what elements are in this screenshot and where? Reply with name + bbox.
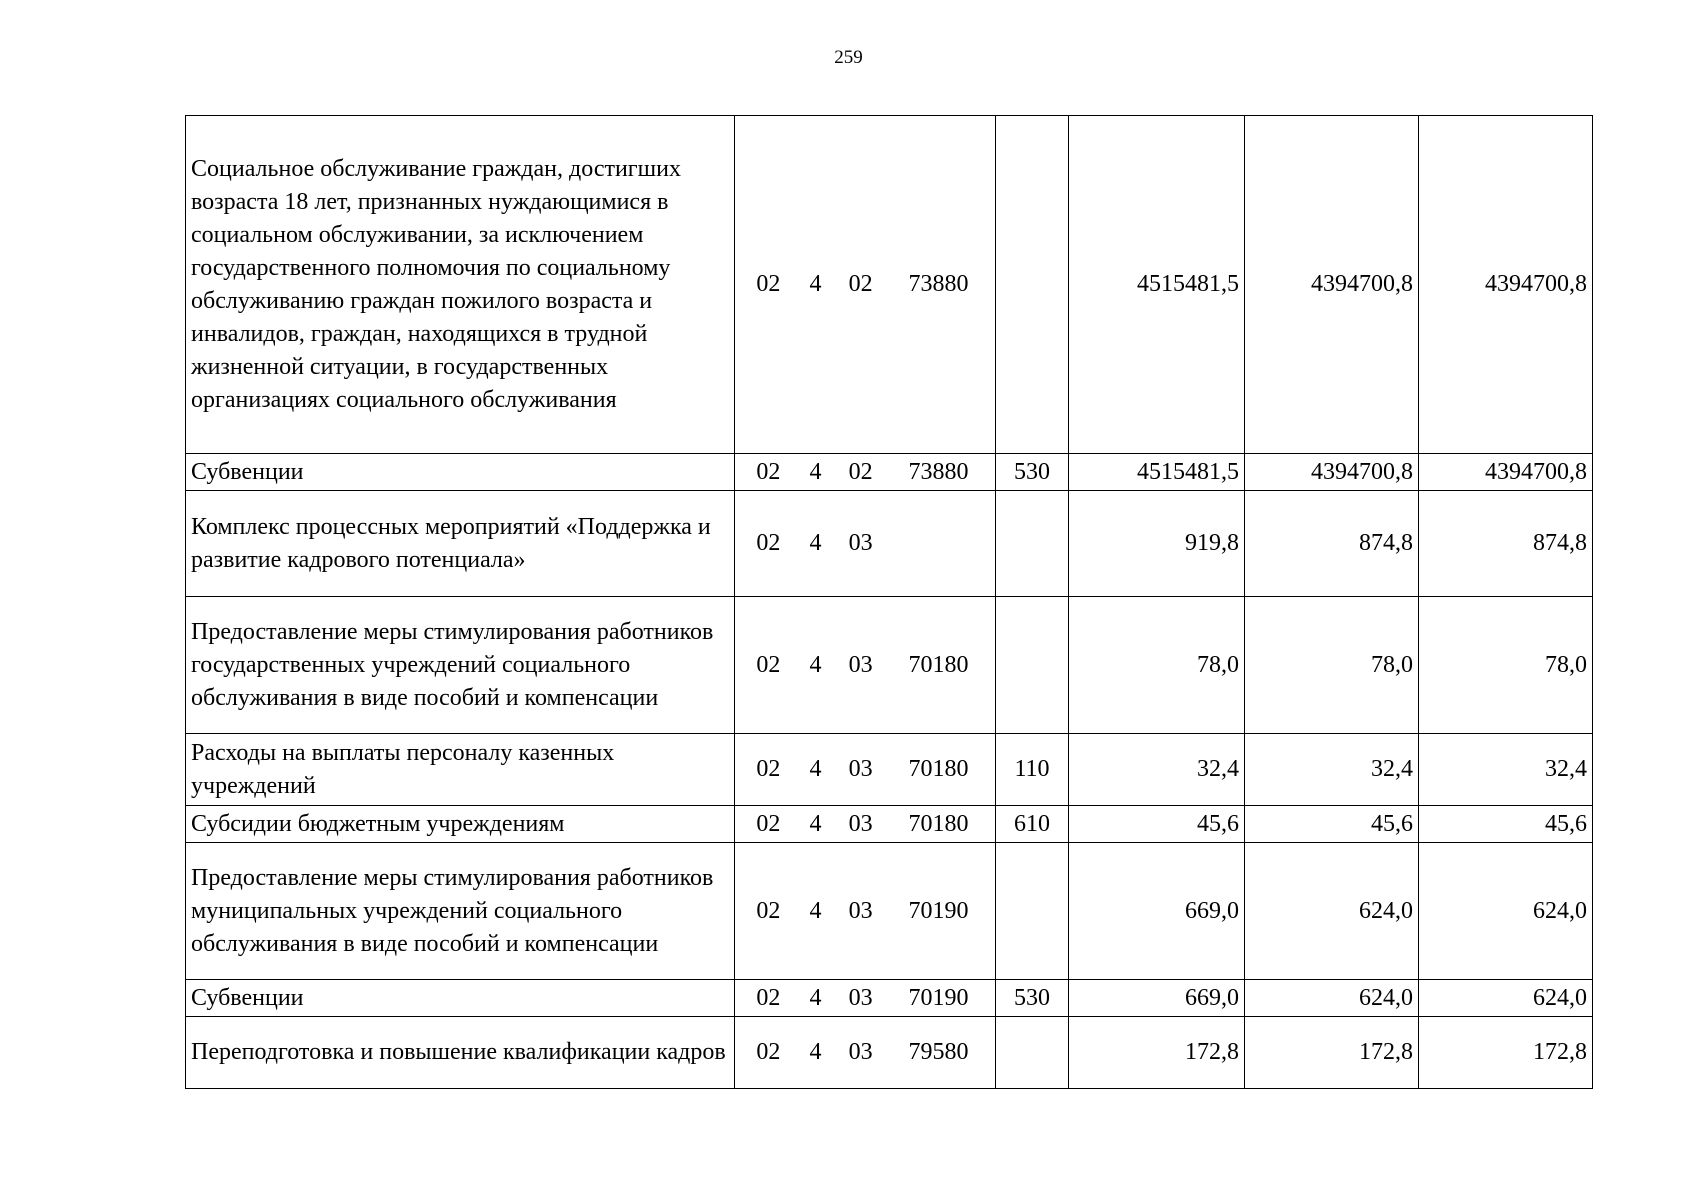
program-code: 02 xyxy=(756,530,781,556)
subprogram-code: 4 xyxy=(809,810,822,837)
direction-code: 70190 xyxy=(908,897,969,924)
amount-year-2: 32,4 xyxy=(1245,734,1419,806)
subprogram-code: 4 xyxy=(809,530,822,556)
table-row xyxy=(186,454,1593,491)
subprogram-code: 4 xyxy=(809,1039,822,1065)
amount-year-3: 172,8 xyxy=(1419,1017,1593,1089)
program-code: 02 xyxy=(756,458,781,485)
amount-year-1: 172,8 xyxy=(1069,1017,1245,1089)
amount-year-2: 874,8 xyxy=(1245,491,1419,597)
row-code-cell xyxy=(735,1017,996,1089)
budget-table xyxy=(185,115,1593,1089)
amount-year-1: 669,0 xyxy=(1069,843,1245,980)
program-code: 02 xyxy=(756,1039,781,1065)
table-row xyxy=(186,116,1593,454)
amount-year-2: 78,0 xyxy=(1245,597,1419,734)
structural-element-code: 03 xyxy=(848,530,873,556)
direction-code: 73880 xyxy=(908,271,969,297)
direction-code: 79580 xyxy=(908,1039,969,1065)
row-name-cell: Предоставление меры стимулирования работников государственных учреждений социального обслуживания в виде пособий и компенсации xyxy=(186,597,735,734)
row-code-cell xyxy=(735,980,996,1017)
row-name-cell: Предоставление меры стимулирования работников муниципальных учреждений социального обслуживания в виде пособий и компенсации xyxy=(186,843,735,980)
table-row xyxy=(186,806,1593,843)
row-name-cell: Переподготовка и повышение квалификации кадров xyxy=(186,1017,735,1089)
table-row xyxy=(186,980,1593,1017)
table-row xyxy=(186,1017,1593,1089)
expense-type-code: 110 xyxy=(996,734,1069,806)
structural-element-code: 03 xyxy=(848,897,873,924)
amount-year-3: 4394700,8 xyxy=(1419,116,1593,454)
row-code-cell xyxy=(735,597,996,734)
program-code: 02 xyxy=(756,810,781,837)
row-code-cell xyxy=(735,734,996,806)
row-name-cell: Комплекс процессных мероприятий «Поддержка и развитие кадрового потенциала» xyxy=(186,491,735,597)
subprogram-code: 4 xyxy=(809,458,822,485)
expense-type-code: 610 xyxy=(996,806,1069,843)
row-name-cell: Субвенции xyxy=(186,980,735,1017)
amount-year-1: 32,4 xyxy=(1069,734,1245,806)
amount-year-2: 45,6 xyxy=(1245,806,1419,843)
table-row xyxy=(186,597,1593,734)
structural-element-code: 02 xyxy=(848,458,873,485)
row-code-cell xyxy=(735,843,996,980)
structural-element-code: 03 xyxy=(848,1039,873,1065)
table-row xyxy=(186,734,1593,806)
amount-year-3: 78,0 xyxy=(1419,597,1593,734)
amount-year-2: 4394700,8 xyxy=(1245,116,1419,454)
amount-year-1: 669,0 xyxy=(1069,980,1245,1017)
subprogram-code: 4 xyxy=(809,984,822,1011)
direction-code: 70190 xyxy=(908,984,969,1011)
amount-year-3: 624,0 xyxy=(1419,980,1593,1017)
amount-year-1: 919,8 xyxy=(1069,491,1245,597)
amount-year-1: 4515481,5 xyxy=(1069,116,1245,454)
expense-type-code xyxy=(996,843,1069,980)
expense-type-code xyxy=(996,116,1069,454)
amount-year-1: 45,6 xyxy=(1069,806,1245,843)
row-code-cell xyxy=(735,454,996,491)
table-row xyxy=(186,491,1593,597)
expense-type-code: 530 xyxy=(996,454,1069,491)
amount-year-3: 624,0 xyxy=(1419,843,1593,980)
amount-year-2: 624,0 xyxy=(1245,980,1419,1017)
table-row xyxy=(186,843,1593,980)
direction-code: 73880 xyxy=(908,458,969,485)
direction-code: 70180 xyxy=(908,810,969,837)
subprogram-code: 4 xyxy=(809,271,822,297)
row-name-cell: Субсидии бюджетным учреждениям xyxy=(186,806,735,843)
structural-element-code: 03 xyxy=(848,984,873,1011)
expense-type-code xyxy=(996,1017,1069,1089)
structural-element-code: 02 xyxy=(848,271,873,297)
amount-year-2: 172,8 xyxy=(1245,1017,1419,1089)
program-code: 02 xyxy=(756,897,781,924)
program-code: 02 xyxy=(756,651,781,678)
subprogram-code: 4 xyxy=(809,756,822,782)
amount-year-2: 4394700,8 xyxy=(1245,454,1419,491)
program-code: 02 xyxy=(756,271,781,297)
amount-year-2: 624,0 xyxy=(1245,843,1419,980)
amount-year-1: 4515481,5 xyxy=(1069,454,1245,491)
amount-year-3: 874,8 xyxy=(1419,491,1593,597)
amount-year-3: 32,4 xyxy=(1419,734,1593,806)
direction-code: 70180 xyxy=(908,756,969,782)
expense-type-code xyxy=(996,491,1069,597)
row-name-cell: Социальное обслуживание граждан, достигших возраста 18 лет, признанных нуждающимися в социальном обслуживании, за исключением государственного полномочия по социальному обслуживанию граждан пожилого возраста и инвалидов, граждан, находящихся в трудной жизненной ситуации, в государственных организациях социального обслуживания xyxy=(186,116,735,454)
row-code-cell xyxy=(735,116,996,454)
expense-type-code: 530 xyxy=(996,980,1069,1017)
row-name-cell: Расходы на выплаты персоналу казенных учреждений xyxy=(186,734,735,806)
amount-year-3: 45,6 xyxy=(1419,806,1593,843)
amount-year-1: 78,0 xyxy=(1069,597,1245,734)
direction-code: 70180 xyxy=(908,651,969,678)
amount-year-3: 4394700,8 xyxy=(1419,454,1593,491)
structural-element-code: 03 xyxy=(848,651,873,678)
row-code-cell xyxy=(735,491,996,597)
subprogram-code: 4 xyxy=(809,651,822,678)
structural-element-code: 03 xyxy=(848,756,873,782)
row-code-cell xyxy=(735,806,996,843)
expense-type-code xyxy=(996,597,1069,734)
row-name-cell: Субвенции xyxy=(186,454,735,491)
program-code: 02 xyxy=(756,984,781,1011)
program-code: 02 xyxy=(756,756,781,782)
page-number: 259 xyxy=(834,47,863,68)
structural-element-code: 03 xyxy=(848,810,873,837)
subprogram-code: 4 xyxy=(809,897,822,924)
